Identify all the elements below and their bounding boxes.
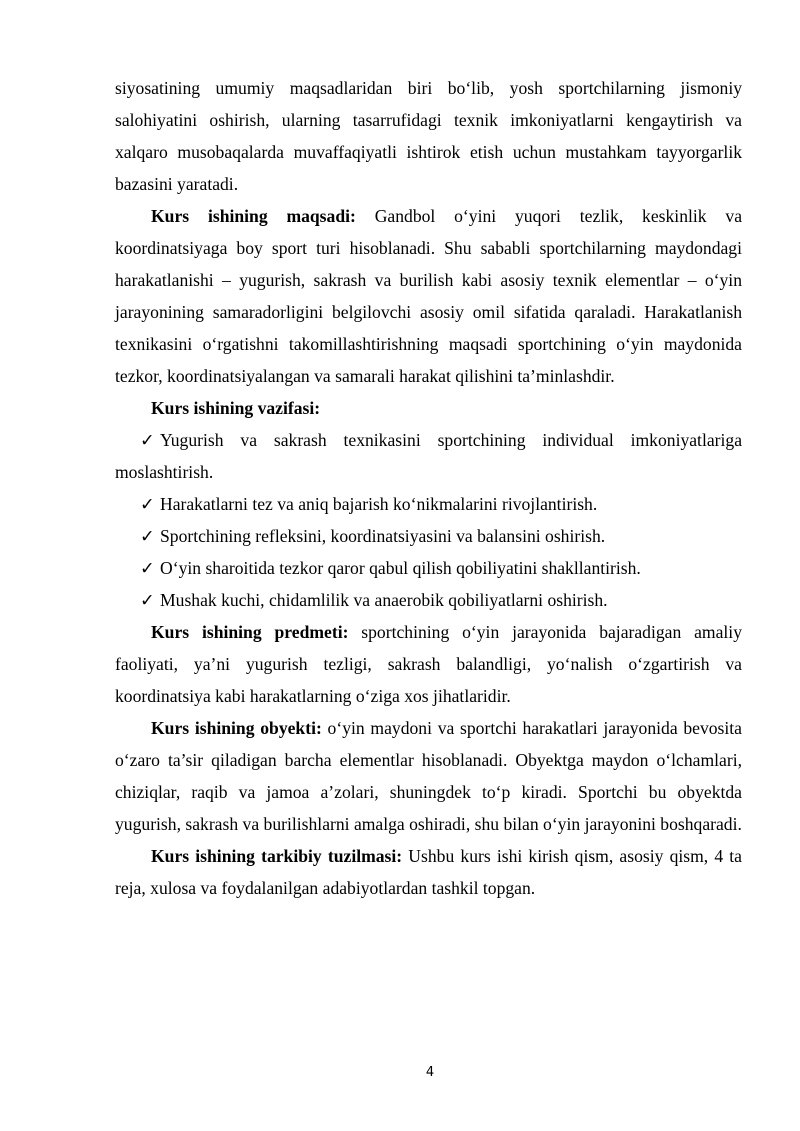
structure-text: Ushbu kurs ishi kirish qism, asosiy qism, 4 ta reja, xulosa va foydalanilgan adabiyotlardan tashkil topgan. [115, 846, 742, 898]
object-paragraph [115, 712, 742, 840]
task-item [115, 584, 742, 616]
intro-paragraph: siyosatining umumiy maqsadlaridan biri bo‘lib, yosh sportchilarning jismoniy salohiyatini oshirish, ularning tasarrufidagi texnik imkoniyatlarni kengaytirish va xalqaro musobaqalarda muvaffaqiyatli ishtirok etish uchun mustahkam tayyorgarlik bazasini yaratadi. [115, 78, 742, 194]
checkmark-icon: ✓ [140, 558, 155, 578]
structure-label: Kurs ishining tarkibiy tuzilmasi: [151, 846, 403, 866]
task-item-text: Harakatlarni tez va aniq bajarish ko‘nikmalarini rivojlantirish. [160, 494, 598, 514]
page-content [115, 72, 742, 904]
checkmark-icon: ✓ [140, 526, 155, 546]
task-item [115, 488, 742, 520]
task-item-text: Yugurish va sakrash texnikasini sportchining individual imkoniyatlariga moslashtirish. [115, 430, 742, 482]
subject-paragraph [115, 616, 742, 712]
structure-paragraph [115, 840, 742, 904]
task-item-text: Mushak kuchi, chidamlilik va anaerobik qobiliyatlarni oshirish. [160, 590, 608, 610]
object-label: Kurs ishining obyekti: [151, 718, 322, 738]
checkmark-icon: ✓ [140, 430, 155, 450]
goal-label: Kurs ishining maqsadi: [151, 206, 356, 226]
checkmark-icon: ✓ [140, 590, 155, 610]
task-item [115, 520, 742, 552]
tasks-heading: Kurs ishining vazifasi: [151, 398, 321, 418]
task-item [115, 552, 742, 584]
subject-label: Kurs ishining predmeti: [151, 622, 349, 642]
goal-paragraph [115, 200, 742, 392]
task-item [115, 424, 742, 488]
checkmark-icon: ✓ [140, 494, 155, 514]
task-item-text: O‘yin sharoitida tezkor qaror qabul qilish qobiliyatini shakllantirish. [160, 558, 641, 578]
page-number: 4 [425, 1065, 435, 1080]
object-text: o‘yin maydoni va sportchi harakatlari jarayonida bevosita o‘zaro ta’sir qiladigan barcha elementlar hisoblanadi. Obyektga maydon o‘lchamlari, chiziqlar, raqib va jamoa a’zolari, shuningdek to‘p kiradi. Sportchi bu obyektda yugurish, sakrash va burilishlarni amalga oshiradi, shu bilan o‘yin jarayonini boshqaradi. [115, 718, 742, 834]
subject-text: sportchining o‘yin jarayonida bajaradigan amaliy faoliyati, ya’ni yugurish tezligi, sakrash balandligi, yo‘nalish o‘zgartirish va koordinatsiya kabi harakatlarning o‘ziga xos jihatlaridir. [115, 622, 742, 706]
task-item-text: Sportchining refleksini, koordinatsiyasini va balansini oshirish. [160, 526, 606, 546]
goal-text: Gandbol o‘yini yuqori tezlik, keskinlik va koordinatsiyaga boy sport turi hisoblanadi. Shu sababli sportchilarning maydondagi harakatlanishi – yugurish, sakrash va burilish kabi asosiy texnik elementlar – o‘yin jarayonining samaradorligini belgilovchi asosiy omil sifatida qaraladi. Harakatlanish texnikasini o‘rgatishni takomillashtirishning maqsadi sportchining o‘yin maydonida tezkor, koordinatsiyalangan va samarali harakat qilishini ta’minlashdir. [115, 206, 742, 386]
